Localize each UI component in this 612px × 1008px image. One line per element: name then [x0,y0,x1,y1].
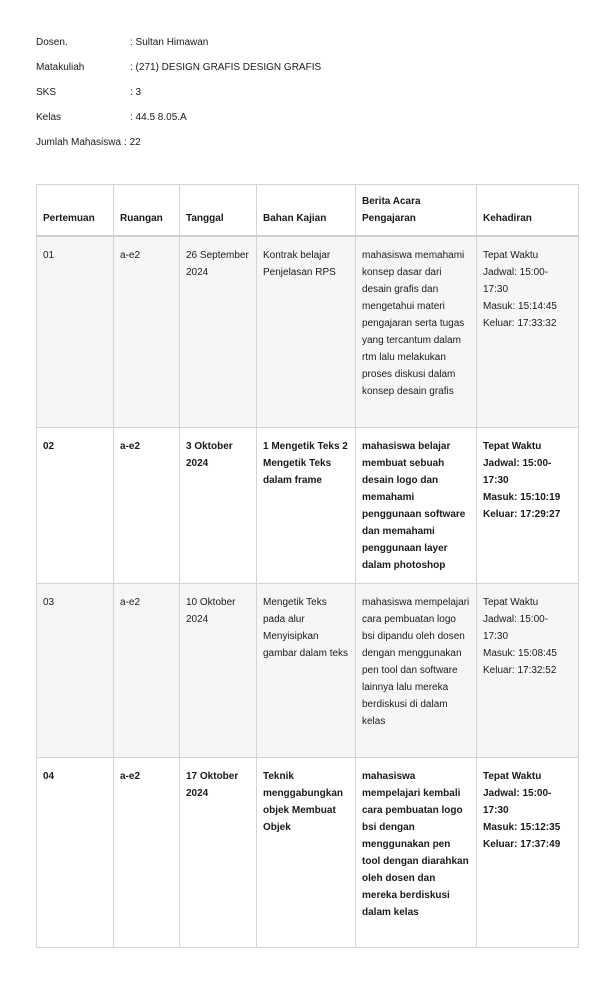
column-header-bahan-kajian: Bahan Kajian [257,185,356,237]
kehadiran-jadwal: Jadwal: 15:00-17:30 [483,267,549,295]
cell-pertemuan: 03 [37,583,114,757]
attendance-table [36,184,579,948]
kehadiran-masuk: Masuk: 15:08:45 [483,647,557,659]
info-label: Dosen. [36,37,68,48]
cell-kehadiran [477,583,579,757]
kehadiran-jadwal: Jadwal: 15:00-17:30 [483,787,552,816]
info-value: : 44.5 8.05.A [130,112,187,123]
kehadiran-keluar: Keluar: 17:37:49 [483,838,561,850]
cell-ruangan: a-e2 [114,427,180,583]
cell-berita-acara: mahasiswa belajar membuat sebuah desain logo dan memahami penggunaan software dan memahami penggunaan layer dalam photoshop [356,427,477,583]
column-header-pertemuan: Pertemuan [37,185,114,237]
cell-tanggal: 26 September 2024 [180,236,257,427]
info-row-dosen [36,36,321,61]
kehadiran-status: Tepat Waktu [483,440,542,452]
info-label: Kelas [36,112,62,123]
cell-berita-acara: mahasiswa memahami konsep dasar dari desain grafis dan mengetahui materi pengajaran serta tugas yang tercantum dalam rtm lalu melakukan proses diskusi dalam konsep desain grafis [356,236,477,427]
info-row-kelas [36,111,321,136]
kehadiran-status: Tepat Waktu [483,596,539,608]
cell-kehadiran [477,757,579,947]
cell-bahan-kajian: Teknik menggabungkan objek Membuat Objek [257,757,356,947]
info-label: Matakuliah [36,62,85,73]
column-header-tanggal: Tanggal [180,185,257,237]
cell-tanggal: 10 Oktober 2024 [180,583,257,757]
cell-tanggal: 3 Oktober 2024 [180,427,257,583]
cell-tanggal: 17 Oktober 2024 [180,757,257,947]
cell-ruangan: a-e2 [114,583,180,757]
column-header-berita-acara: Berita Acara Pengajaran [356,185,477,237]
kehadiran-keluar: Keluar: 17:32:52 [483,664,557,676]
kehadiran-jadwal: Jadwal: 15:00-17:30 [483,613,549,642]
cell-kehadiran [477,427,579,583]
cell-bahan-kajian: Mengetik Teks pada alur Menyisipkan gambar dalam teks [257,583,356,757]
info-label: SKS [36,87,57,98]
info-label: Jumlah Mahasiswa [36,137,122,148]
info-value: : 22 [124,137,141,148]
cell-pertemuan: 02 [37,427,114,583]
info-row-matakuliah [36,61,321,86]
info-row-jumlah-mahasiswa [36,136,321,161]
info-value: : 3 [130,87,142,98]
table-row [37,757,579,947]
kehadiran-masuk: Masuk: 15:14:45 [483,301,557,312]
kehadiran-jadwal: Jadwal: 15:00-17:30 [483,457,552,486]
cell-kehadiran [477,236,579,427]
kehadiran-keluar: Keluar: 17:33:32 [483,318,557,329]
kehadiran-masuk: Masuk: 15:10:19 [483,491,561,503]
info-row-sks [36,86,321,111]
cell-berita-acara: mahasiswa mempelajari kembali cara pembuatan logo bsi dengan menggunakan pen tool dengan diarahkan oleh dosen dan mereka berdiskusi dalam kelas [356,757,477,947]
kehadiran-status: Tepat Waktu [483,250,539,261]
table-header-row [37,185,579,237]
cell-bahan-kajian: 1 Mengetik Teks 2 Mengetik Teks dalam frame [257,427,356,583]
info-value: : Sultan Himawan [130,37,209,48]
cell-bahan-kajian: Kontrak belajar Penjelasan RPS [257,236,356,427]
course-info [36,36,321,161]
cell-ruangan: a-e2 [114,757,180,947]
info-value: : (271) DESIGN GRAFIS DESIGN GRAFIS [130,62,322,73]
kehadiran-keluar: Keluar: 17:29:27 [483,508,561,520]
table-row [37,583,579,757]
cell-ruangan: a-e2 [114,236,180,427]
kehadiran-status: Tepat Waktu [483,770,542,782]
table-row [37,236,579,427]
cell-pertemuan: 01 [37,236,114,427]
column-header-ruangan: Ruangan [114,185,180,237]
column-header-kehadiran: Kehadiran [477,185,579,237]
kehadiran-masuk: Masuk: 15:12:35 [483,821,561,833]
cell-pertemuan: 04 [37,757,114,947]
cell-berita-acara: mahasiswa mempelajari cara pembuatan logo bsi dipandu oleh dosen dengan menggunakan pen tool dan software lainnya lalu mereka berdiskusi di dalam kelas [356,583,477,757]
table-row [37,427,579,583]
